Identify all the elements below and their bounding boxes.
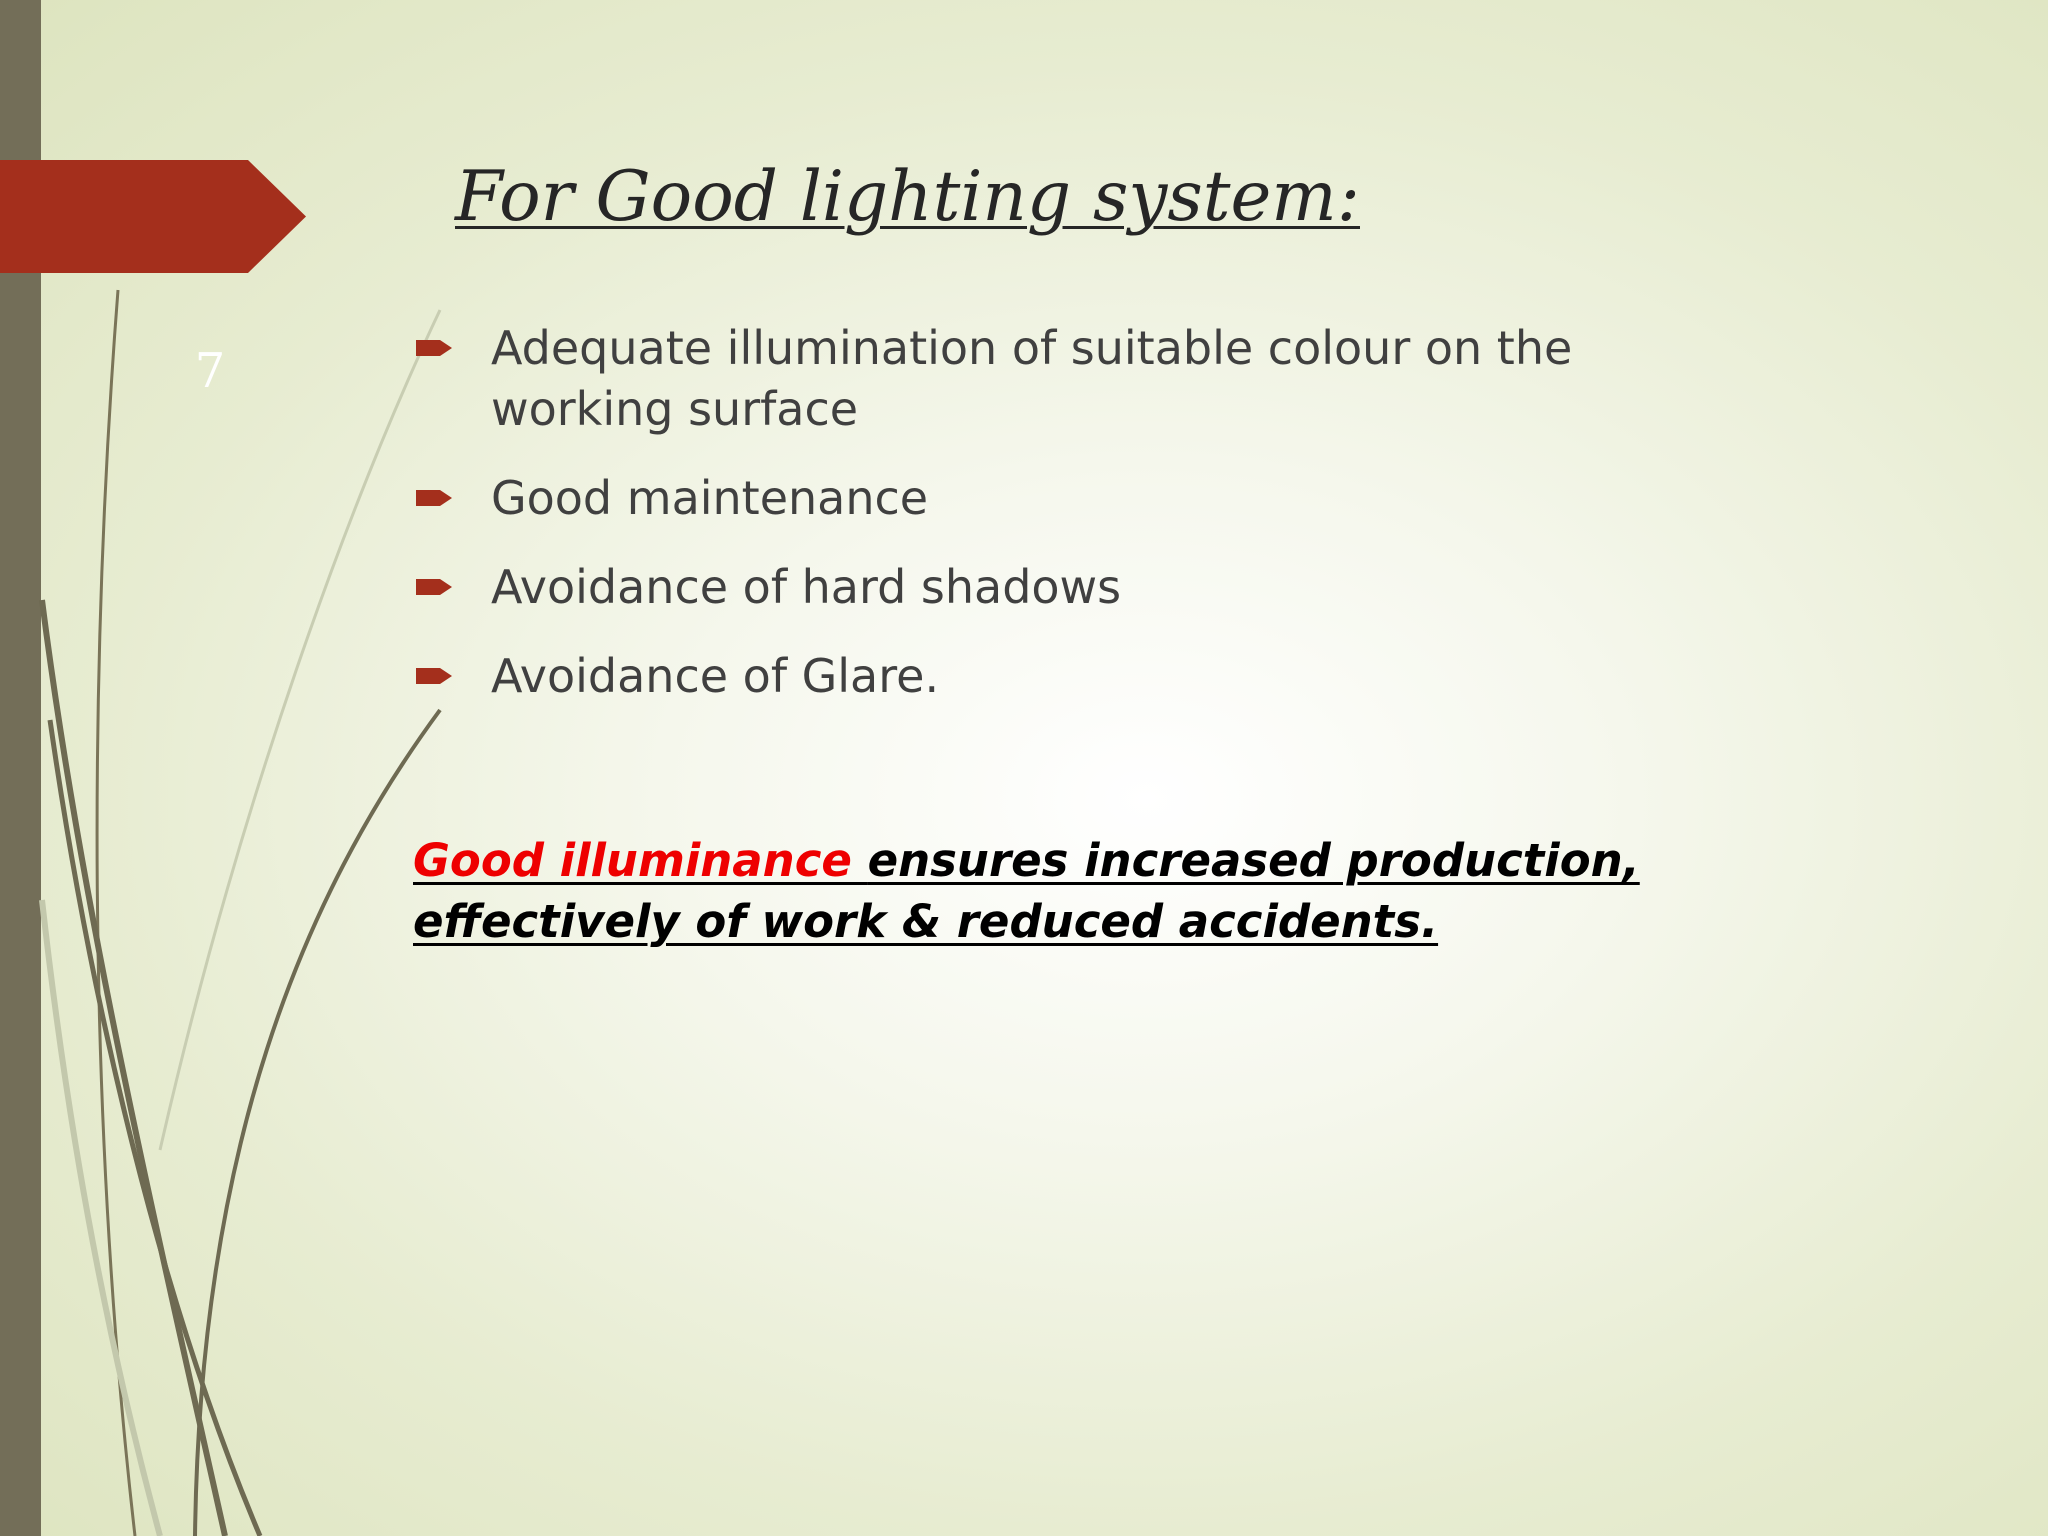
summary-highlight: Good illuminance xyxy=(413,834,868,887)
right-arrow-bullet-icon xyxy=(416,576,454,598)
summary-statement xyxy=(413,830,1713,952)
bullet-item xyxy=(416,318,1696,440)
bullet-item xyxy=(416,468,1696,529)
bullet-text: Adequate illumination of suitable colour on the working surface xyxy=(491,321,1573,436)
bullet-text: Avoidance of Glare. xyxy=(491,649,940,703)
slide-title: For Good lighting system: xyxy=(455,157,1360,237)
slide-number: 7 xyxy=(194,343,226,399)
bullet-text: Good maintenance xyxy=(491,471,929,525)
right-arrow-bullet-icon xyxy=(416,665,454,687)
bullet-item xyxy=(416,646,1696,707)
bullet-list xyxy=(416,318,1696,735)
right-arrow-bullet-icon xyxy=(416,337,454,359)
summary-rest: ensures increased production, effectively of work & reduced accidents. xyxy=(413,834,1640,948)
bullet-text: Avoidance of hard shadows xyxy=(491,560,1122,614)
bullet-item xyxy=(416,557,1696,618)
slide-number-badge xyxy=(0,160,306,399)
right-arrow-bullet-icon xyxy=(416,487,454,509)
